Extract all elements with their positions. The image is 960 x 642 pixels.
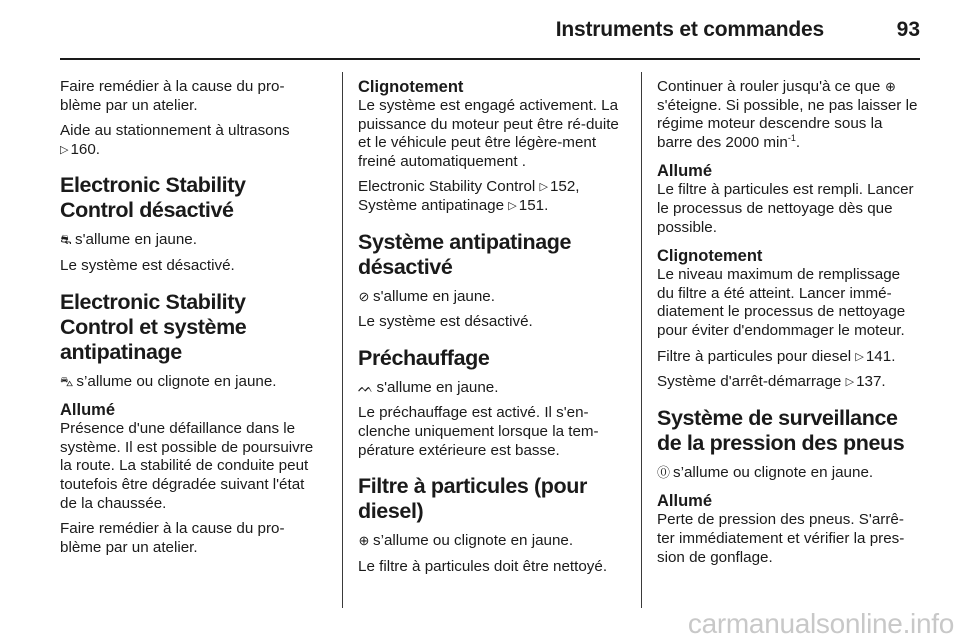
paragraph: Le système est engagé activement. La puissance du moteur peut être ré-duite et le véhicule peut être légère-ment freiné automatiquement . [358, 97, 619, 170]
paragraph: ⊕ s’allume ou clignote en jaune. [358, 532, 574, 550]
paragraph: Le filtre à particules est rempli. Lancer le processus de nettoyage dès que possible. [657, 181, 914, 236]
paragraph: Electronic Stability Control ▷ 152, Système antipatinage ▷ 151. [358, 178, 580, 214]
paragraph: Perte de pression des pneus. S'arrê-ter immédiatement et vérifier la pres-sion de gonflage. [657, 511, 905, 566]
paragraph: ⛐ s'allume en jaune. [60, 231, 197, 249]
paragraph: Continuer à rouler jusqu'à ce que ⊕s'éteigne. Si possible, ne pas laisser le régime moteur descendre sous la barre des 2000 $\min^{-1}$. [657, 78, 918, 151]
paragraph: Le système est désactivé. [60, 256, 235, 274]
paragraph: ᨓ s'allume en jaune. [358, 378, 499, 396]
column-divider [641, 72, 642, 608]
arrow-icon: ▷ [855, 350, 864, 363]
paragraph: Le préchauffage est activé. Il s'en-clenche uniquement lorsque la tem-pérature extérieure est basse. [358, 404, 599, 459]
section-heading: Electronic Stability Control désactivé [60, 173, 246, 223]
particle-filter-icon: ⊕ [358, 533, 370, 549]
esc-traction-icon: ⛍ [60, 373, 74, 389]
paragraph: ⓪ s’allume ou clignote en jaune. [657, 463, 874, 481]
subheading: Clignotement [657, 247, 763, 266]
paragraph: Système d'arrêt-démarrage ▷ 137. [657, 373, 886, 391]
arrow-icon: ▷ [845, 376, 855, 389]
section-heading: Filtre à particules (pour diesel) [358, 474, 587, 524]
paragraph: ⛍ s’allume ou clignote en jaune. [60, 372, 277, 390]
glow-plug-icon: ᨓ [358, 379, 374, 395]
page-header [60, 0, 920, 60]
column-2 [358, 78, 620, 583]
subheading: Allumé [60, 401, 116, 420]
arrow-icon: ▷ [60, 143, 69, 156]
arrow-icon: ▷ [539, 181, 548, 194]
subheading: Clignotement [358, 78, 464, 96]
page-title: Instruments et commandes [555, 18, 824, 41]
page-number: 93 [896, 18, 920, 41]
page-link[interactable]: 160. [70, 140, 101, 158]
paragraph: Filtre à particules pour diesel ▷ 141. [657, 347, 896, 365]
paragraph: Le filtre à particules doit être nettoyé. [358, 557, 608, 575]
section-heading: Système antipatinage désactivé [358, 229, 572, 279]
page-link[interactable]: 152, [549, 178, 580, 196]
page-link[interactable]: 151. [518, 196, 549, 214]
header-rule [60, 58, 920, 60]
column-divider [342, 72, 343, 608]
column-3 [657, 78, 919, 574]
section-heading: Préchauffage [358, 345, 490, 370]
tire-pressure-icon: ⓪ [657, 464, 671, 480]
paragraph: Présence d'une défaillance dans le système. Il est possible de poursuivre la route. La stabilité de conduite peut toutefois être dégradée suivant l'état de la chaussée. [60, 420, 314, 512]
section-heading: Système de surveillance de la pression des pneus [657, 405, 905, 455]
subheading: Allumé [657, 162, 713, 181]
paragraph: Le niveau maximum de remplissage du filtre a été atteint. Lancer immé-diatement le processus de nettoyage pour éviter d'endommager le moteur. [657, 266, 906, 339]
cross-ref-text: Aide au stationnement à ultrasons [60, 122, 290, 140]
traction-off-icon: ⊘ [358, 288, 370, 304]
paragraph: Le système est désactivé. [358, 313, 533, 331]
paragraph: Faire remédier à la cause du pro-blème par un atelier. [60, 78, 285, 114]
page-link[interactable]: 137. [856, 373, 886, 391]
esc-off-icon: ⛐ [60, 232, 72, 248]
arrow-icon: ▷ [508, 199, 517, 212]
column-1 [60, 78, 322, 564]
paragraph: ⊘ s'allume en jaune. [358, 287, 495, 305]
paragraph [60, 122, 322, 159]
paragraph: Faire remédier à la cause du pro-blème par un atelier. [60, 520, 285, 556]
subheading: Allumé [657, 492, 713, 511]
watermark: carmanualsonline.info [687, 608, 954, 639]
page-link[interactable]: 141. [865, 347, 896, 365]
particle-filter-icon: ⊕ [885, 79, 896, 94]
section-heading: Electronic Stability Control et système antipatinage [60, 289, 247, 364]
